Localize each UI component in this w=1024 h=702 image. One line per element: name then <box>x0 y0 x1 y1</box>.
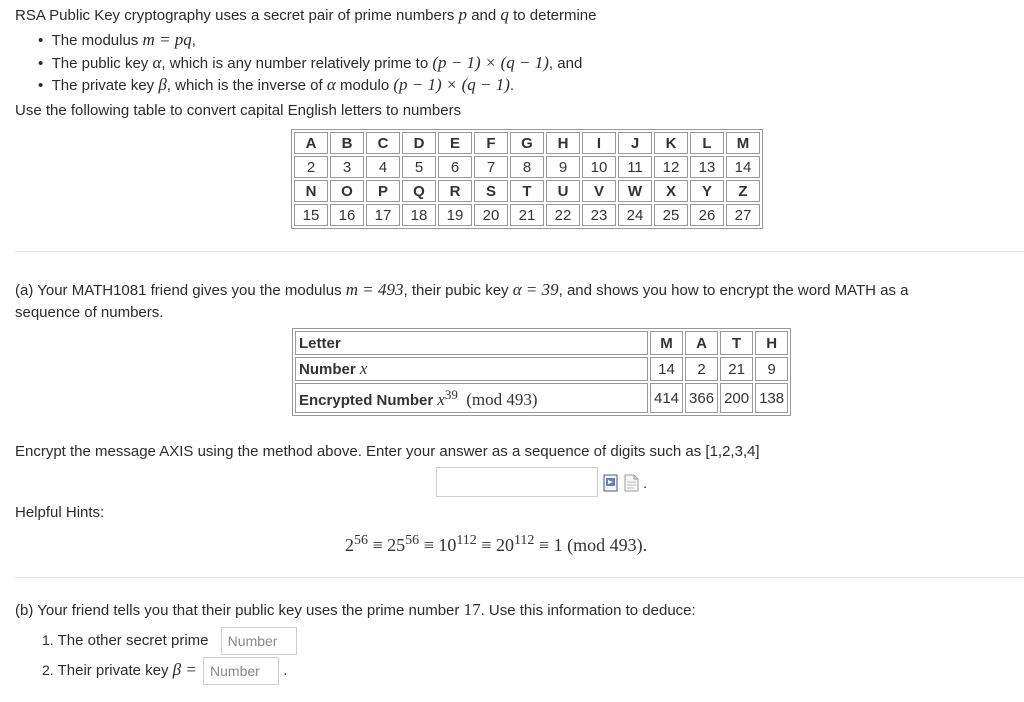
table-cell: 14 <box>650 357 683 381</box>
list-number: 1. <box>42 632 54 648</box>
part-a-instruction: Encrypt the message AXIS using the method above. Enter your answer as a sequence of digits such as [1,2,3,4] <box>15 443 760 460</box>
table-cell: 10 <box>582 156 616 178</box>
table-cell: L <box>690 132 724 154</box>
other-prime-input[interactable]: Number <box>221 627 297 655</box>
intro-line: RSA Public Key cryptography uses a secret pair of prime numbers p and q to determine <box>15 5 597 24</box>
table-row <box>294 156 760 178</box>
table-cell: M <box>726 132 760 154</box>
table-cell: 11 <box>618 156 652 178</box>
table-cell: T <box>510 180 544 202</box>
table-cell: 19 <box>438 204 472 226</box>
table-cell: 7 <box>474 156 508 178</box>
list-number: 2. <box>42 662 54 678</box>
part-b-prompt: (b) Your friend tells you that their public key uses the prime number 17. Use this information to deduce: <box>15 600 696 619</box>
preview-icon[interactable] <box>603 474 619 492</box>
table-cell: 21 <box>720 357 753 381</box>
table-cell: 2 <box>294 156 328 178</box>
table-cell: 200 <box>720 383 753 413</box>
table-cell: 6 <box>438 156 472 178</box>
bullet-private-key: • The private key β, which is the inverse of α modulo (p − 1) × (q − 1). <box>38 75 515 94</box>
question-text: The other secret prime <box>57 632 209 649</box>
question-text: Their private key <box>57 662 173 679</box>
trailing-dot: . <box>283 662 288 679</box>
row-label: Letter <box>295 331 648 355</box>
table-cell: P <box>366 180 400 202</box>
table-cell: 3 <box>330 156 364 178</box>
table-cell: Q <box>402 180 436 202</box>
table-cell: 22 <box>546 204 580 226</box>
table-cell: 14 <box>726 156 760 178</box>
table-cell: 25 <box>654 204 688 226</box>
document-icon[interactable] <box>624 474 640 492</box>
table-cell: 16 <box>330 204 364 226</box>
table-cell: 9 <box>546 156 580 178</box>
table-cell: 4 <box>366 156 400 178</box>
table-cell: B <box>330 132 364 154</box>
table-cell: A <box>685 331 718 355</box>
table-cell: K <box>654 132 688 154</box>
table-cell: Y <box>690 180 724 202</box>
table-cell: 21 <box>510 204 544 226</box>
table-cell: 26 <box>690 204 724 226</box>
table-cell: X <box>654 180 688 202</box>
table-cell: I <box>582 132 616 154</box>
table-cell: 18 <box>402 204 436 226</box>
table-cell: 15 <box>294 204 328 226</box>
table-cell: O <box>330 180 364 202</box>
table-cell: 20 <box>474 204 508 226</box>
answer-input[interactable] <box>436 467 598 497</box>
table-cell: 13 <box>690 156 724 178</box>
table-cell: T <box>720 331 753 355</box>
table-cell: 366 <box>685 383 718 413</box>
letter-number-table <box>291 129 763 229</box>
table-cell: 27 <box>726 204 760 226</box>
part-a-prompt: (a) Your MATH1081 friend gives you the modulus m = 493, their pubic key α = 39, and shows you how to encrypt the word MATH as a sequence of numbers. <box>15 280 909 321</box>
bullet-public-key: • The public key α, which is any number relatively prime to (p − 1) × (q − 1), and <box>38 53 583 72</box>
table-cell: N <box>294 180 328 202</box>
table-cell: S <box>474 180 508 202</box>
table-cell: C <box>366 132 400 154</box>
table-row <box>295 357 788 381</box>
table-cell: H <box>546 132 580 154</box>
hint-equation: $2^{56} \equiv 25^{56} \equiv 10^{112} \equiv 20^{112} \equiv 1$ (mod 493). <box>345 533 648 555</box>
table-cell: 23 <box>582 204 616 226</box>
table-cell: R <box>438 180 472 202</box>
table-cell: M <box>650 331 683 355</box>
table-cell: 8 <box>510 156 544 178</box>
table-cell: 9 <box>755 357 788 381</box>
bullet-list <box>38 30 582 97</box>
table-row <box>295 383 788 413</box>
table-cell: 24 <box>618 204 652 226</box>
divider <box>15 251 1024 252</box>
private-key-input[interactable]: Number <box>203 657 279 685</box>
table-cell: 17 <box>366 204 400 226</box>
table-cell: Z <box>726 180 760 202</box>
trailing-dot: . <box>643 475 648 492</box>
table-cell: W <box>618 180 652 202</box>
table-cell: 5 <box>402 156 436 178</box>
table-cell: 414 <box>650 383 683 413</box>
divider <box>15 577 1024 578</box>
table-cell: A <box>294 132 328 154</box>
table-cell: 2 <box>685 357 718 381</box>
table-cell: V <box>582 180 616 202</box>
table-cell: 138 <box>755 383 788 413</box>
table-row <box>294 204 760 226</box>
part-b-question-1 <box>42 626 297 655</box>
table-cell: U <box>546 180 580 202</box>
table-row <box>294 180 760 202</box>
row-label: Encrypted Number $x^{39}$ (mod 493) <box>295 383 648 413</box>
table-cell: G <box>510 132 544 154</box>
table-cell: 12 <box>654 156 688 178</box>
part-b-question-2 <box>42 656 287 685</box>
table-row <box>295 331 788 355</box>
table-cell: E <box>438 132 472 154</box>
beta-symbol: β = <box>172 660 197 679</box>
table-cell: D <box>402 132 436 154</box>
math-encryption-table <box>292 328 791 416</box>
table-cell: F <box>474 132 508 154</box>
hints-label: Helpful Hints: <box>15 504 105 521</box>
bullet-modulus: • The modulus m = pq, <box>38 30 196 49</box>
row-label: Number x <box>295 357 648 381</box>
table-intro: Use the following table to convert capital English letters to numbers <box>15 102 462 119</box>
table-cell: H <box>755 331 788 355</box>
table-cell: J <box>618 132 652 154</box>
table-row <box>294 132 760 154</box>
